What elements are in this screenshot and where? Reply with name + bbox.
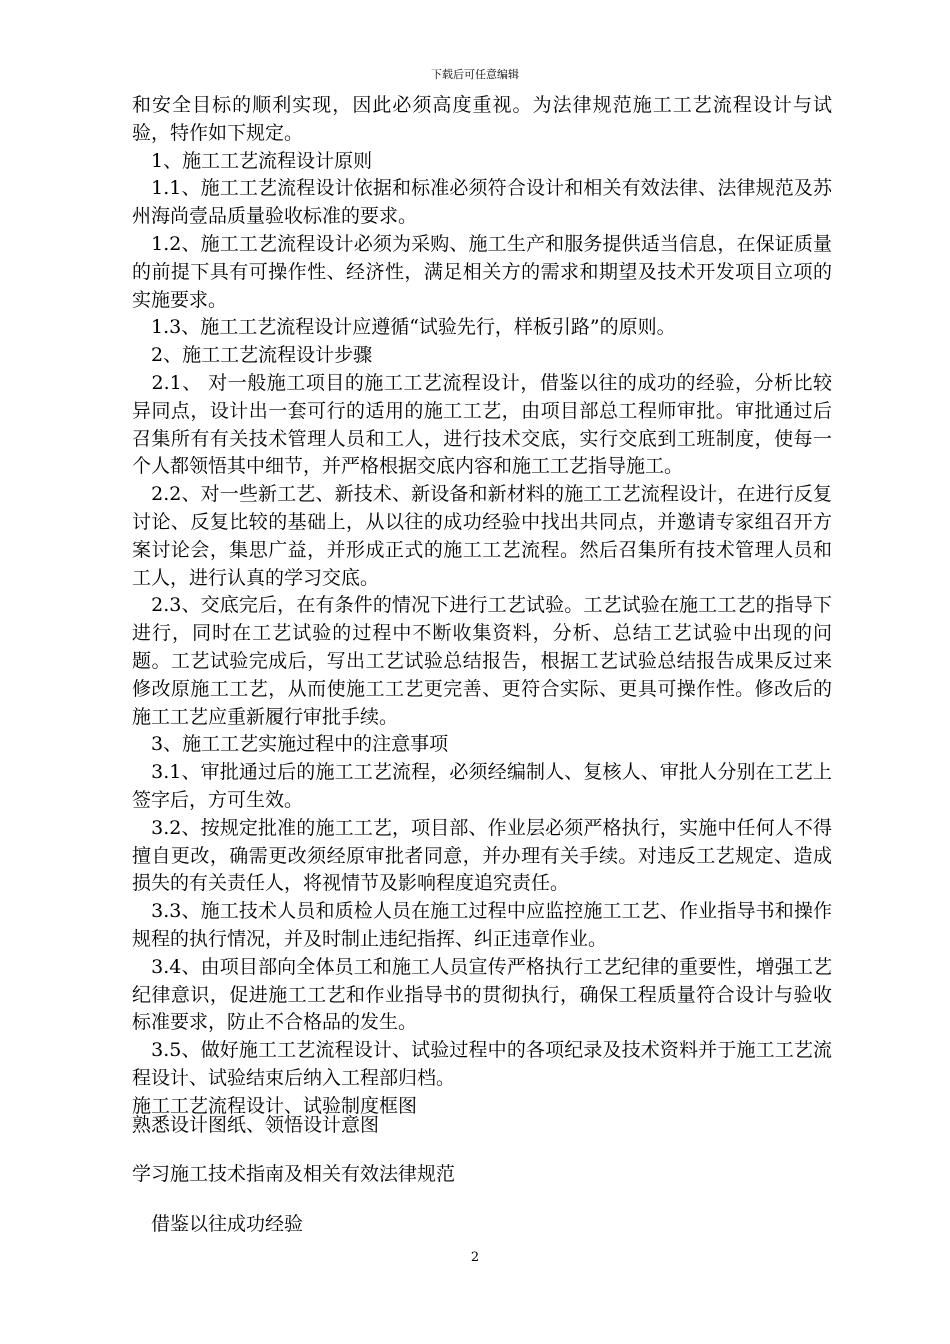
paragraph: 3.1、审批通过后的施工工艺流程，必须经编制人、复核人、审批人分别在工艺上签字后，方可生效。 [132, 761, 832, 811]
section-heading: 2、施工工艺流程设计步骤 [132, 344, 373, 367]
paragraph: 和安全目标的顺利实现，因此必须高度重视。为法律规范施工工艺流程设计与试验，特作如下规定。 [132, 94, 832, 144]
paragraph: 1.3、施工工艺流程设计应遵循“试验先行，样板引路”的原则。 [132, 316, 676, 339]
page-header: 下载后可任意编辑 [431, 68, 519, 81]
document-body [132, 92, 832, 1120]
figure-title: 施工工艺流程设计、试验制度框图 [132, 1094, 418, 1117]
paragraph: 2.1、 对一般施工项目的施工工艺流程设计，借鉴以往的成功的经验，分析比较异同点，设计出一套可行的适用的施工工艺，由项目部总工程师审批。审批通过后召集所有有关技术管理人员和工人，进行技术交底，实行交底到工班制度，使每一个人都领悟其中细节，并严格根据交底内容和施工工艺指导施工。 [132, 371, 832, 478]
section-heading: 3、施工工艺实施过程中的注意事项 [132, 733, 449, 756]
flow-item: 借鉴以往成功经验 [132, 1213, 304, 1235]
paragraph: 2.2、对一些新工艺、新技术、新设备和新材料的施工工艺流程设计，在进行反复讨论、反复比较的基础上，从以往的成功经验中找出共同点，并邀请专家组召开方案讨论会，集思广益，并形成正式的施工工艺流程。然后召集所有技术管理人员和工人，进行认真的学习交底。 [132, 483, 832, 589]
paragraph: 3.3、施工技术人员和质检人员在施工过程中应监控施工工艺、作业指导书和操作规程的执行情况，并及时制止违纪指挥、纠正违章作业。 [132, 900, 832, 950]
paragraph: 3.2、按规定批准的施工工艺，项目部、作业层必须严格执行，实施中任何人不得擅自更改，确需更改须经原审批者同意，并办理有关手续。对违反工艺规定、造成损失的有关责任人，将视情节及影响程度追究责任。 [132, 816, 832, 895]
flow-item: 学习施工技术指南及相关有效法律规范 [132, 1163, 456, 1185]
paragraph: 1.2、施工工艺流程设计必须为采购、施工生产和服务提供适当信息，在保证质量的前提下具有可操作性、经济性，满足相关方的需求和期望及技术开发项目立项的实施要求。 [132, 232, 832, 311]
paragraph: 2.3、交底完后，在有条件的情况下进行工艺试验。工艺试验在施工工艺的指导下进行，同时在工艺试验的过程中不断收集资料，分析、总结工艺试验中出现的问题。工艺试验完成后，写出工艺试验总结报告，根据工艺试验总结报告成果反过来修改原施工工艺，从而使施工工艺更完善、更符合实际、更具可操作性。修改后的施工工艺应重新履行审批手续。 [132, 594, 832, 728]
page-number: 2 [470, 1250, 480, 1265]
paragraph: 3.4、由项目部向全体员工和施工人员宣传严格执行工艺纪律的重要性，增强工艺纪律意识，促进施工工艺和作业指导书的贯彻执行，确保工程质量符合设计与验收标准要求，防止不合格品的发生。 [132, 955, 832, 1034]
paragraph: 1.1、施工工艺流程设计依据和标准必须符合设计和相关有效法律、法律规范及苏州海尚壹品质量验收标准的要求。 [132, 177, 832, 228]
section-heading: 1、施工工艺流程设计原则 [132, 149, 373, 172]
paragraph: 3.5、做好施工工艺流程设计、试验过程中的各项纪录及技术资料并于施工工艺流程设计、试验结束后纳入工程部归档。 [132, 1039, 832, 1089]
flow-item: 熟悉设计图纸、领悟设计意图 [132, 1114, 380, 1136]
